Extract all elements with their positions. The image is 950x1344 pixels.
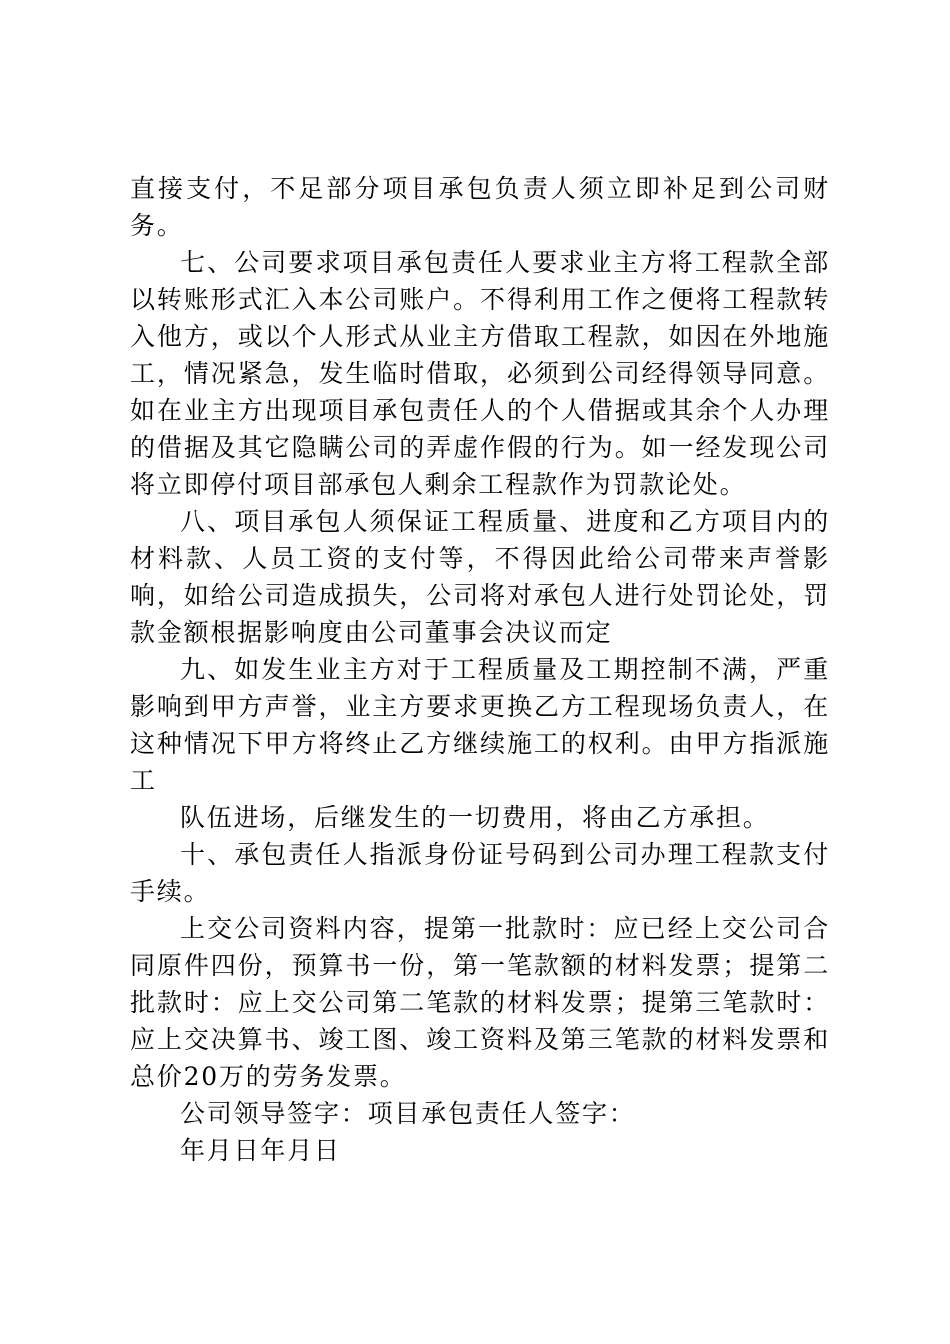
signature-line: 公司领导签字：项目承包责任人签字： bbox=[180, 1099, 636, 1128]
paragraph-clause-9: 九、如发生业主方对于工程质量及工期控制不满，严重影响到甲方声誉，业主方要求更换乙方工程现场负责人，在这种情况下甲方将终止乙方继续施工的权利。由甲方指派施工 bbox=[130, 655, 830, 795]
paragraph-clause-9-continued: 队伍进场，后继发生的一切费用，将由乙方承担。 bbox=[180, 803, 770, 832]
document-page bbox=[130, 170, 830, 1169]
paragraph-clause-7: 七、公司要求项目承包责任人要求业主方将工程款全部以转账形式汇入本公司账户。不得利用工作之便将工程款转入他方，或以个人形式从业主方借取工程款，如因在外地施工，情况紧急，发生临时借取，必须到公司经得领导同意。如在业主方出现项目承包责任人的个人借据或其余个人办理的借据及其它隐瞒公司的弄虚作假的行为。如一经发现公司将立即停付项目部承包人剩余工程款作为罚款论处。 bbox=[130, 248, 830, 499]
paragraph-submission-materials: 上交公司资料内容，提第一批款时：应已经上交公司合同原件四份，预算书一份，第一笔款额的材料发票；提第二批款时：应上交公司第二笔款的材料发票；提第三笔款时：应上交决算书、竣工图、竣工资料及第三笔款的材料发票和总价20万的劳务发票。 bbox=[130, 914, 830, 1091]
date-line: 年月日年月日 bbox=[180, 1136, 341, 1165]
paragraph-continuation: 直接支付，不足部分项目承包负责人须立即补足到公司财务。 bbox=[130, 174, 830, 240]
paragraph-clause-8: 八、项目承包人须保证工程质量、进度和乙方项目内的材料款、人员工资的支付等，不得因此给公司带来声誉影响，如给公司造成损失，公司将对承包人进行处罚论处，罚款金额根据影响度由公司董事会决议而定 bbox=[130, 507, 830, 647]
paragraph-clause-10: 十、承包责任人指派身份证号码到公司办理工程款支付手续。 bbox=[130, 840, 830, 906]
